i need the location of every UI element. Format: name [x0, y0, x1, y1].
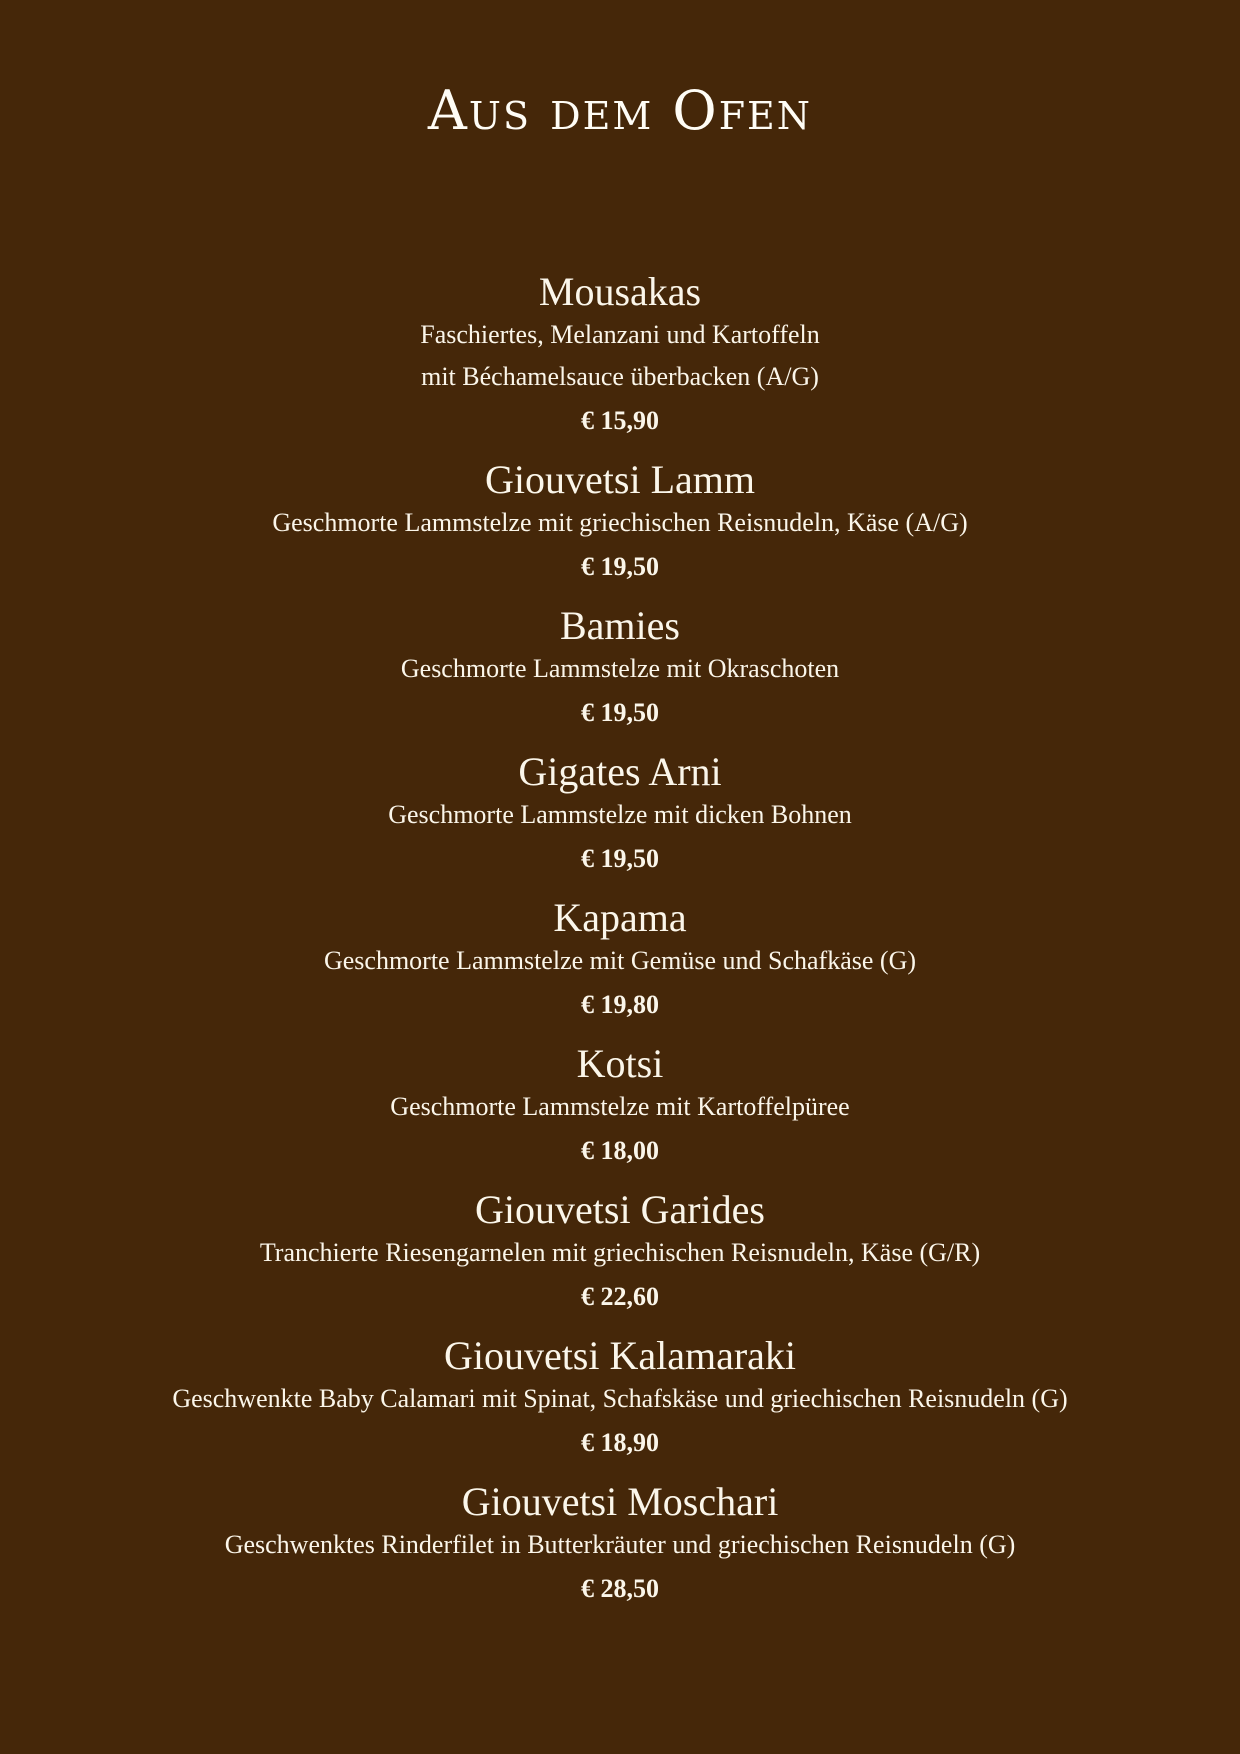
- dish-price: € 19,50: [581, 698, 659, 727]
- dish-name: Mousakas: [538, 269, 702, 314]
- dish-name: Giouvetsi Lamm: [485, 457, 755, 502]
- dish-price: € 19,50: [581, 552, 659, 581]
- dish-item: [0, 1188, 1240, 1320]
- menu-title: Aus dem Ofen: [427, 79, 813, 142]
- dish-list: [0, 270, 1240, 1612]
- dish-price: € 28,50: [581, 1574, 659, 1603]
- dish-item: [0, 604, 1240, 736]
- dish-price: € 19,80: [581, 990, 659, 1019]
- dish-name: Kotsi: [576, 1041, 664, 1086]
- dish-description: Geschmorte Lammstelze mit Kartoffelpüree: [390, 1092, 850, 1121]
- dish-description: Geschmorte Lammstelze mit griechischen Reisnudeln, Käse (A/G): [272, 508, 968, 537]
- dish-description: Geschwenkte Baby Calamari mit Spinat, Schafskäse und griechischen Reisnudeln (G): [172, 1384, 1068, 1413]
- dish-item: [0, 458, 1240, 590]
- dish-item: [0, 750, 1240, 882]
- dish-name: Giouvetsi Kalamaraki: [443, 1333, 797, 1378]
- dish-name: Gigates Arni: [518, 749, 722, 794]
- dish-name: Kapama: [553, 895, 687, 940]
- dish-price: € 22,60: [581, 1282, 659, 1311]
- dish-description: Geschmorte Lammstelze mit Okraschoten: [400, 654, 840, 683]
- dish-description: Geschmorte Lammstelze mit dicken Bohnen: [388, 800, 852, 829]
- dish-description: Geschwenktes Rinderfilet in Butterkräuter und griechischen Reisnudeln (G): [224, 1530, 1016, 1559]
- dish-price: € 19,50: [581, 844, 659, 873]
- dish-name: Giouvetsi Moschari: [461, 1479, 779, 1524]
- dish-item: [0, 1480, 1240, 1612]
- dish-item: [0, 1042, 1240, 1174]
- dish-name: Bamies: [560, 603, 680, 648]
- dish-description: Tranchierte Riesengarnelen mit griechischen Reisnudeln, Käse (G/R): [259, 1238, 981, 1267]
- dish-description: Geschmorte Lammstelze mit Gemüse und Schafkäse (G): [323, 946, 917, 975]
- dish-description: mit Béchamelsauce überbacken (A/G): [421, 362, 819, 391]
- dish-item: [0, 896, 1240, 1028]
- dish-item: [0, 1334, 1240, 1466]
- dish-price: € 18,00: [581, 1136, 659, 1165]
- dish-description: Faschiertes, Melanzani und Kartoffeln: [420, 320, 820, 349]
- dish-price: € 15,90: [581, 406, 659, 435]
- dish-item: [0, 270, 1240, 444]
- dish-price: € 18,90: [581, 1428, 659, 1457]
- dish-name: Giouvetsi Garides: [475, 1187, 765, 1232]
